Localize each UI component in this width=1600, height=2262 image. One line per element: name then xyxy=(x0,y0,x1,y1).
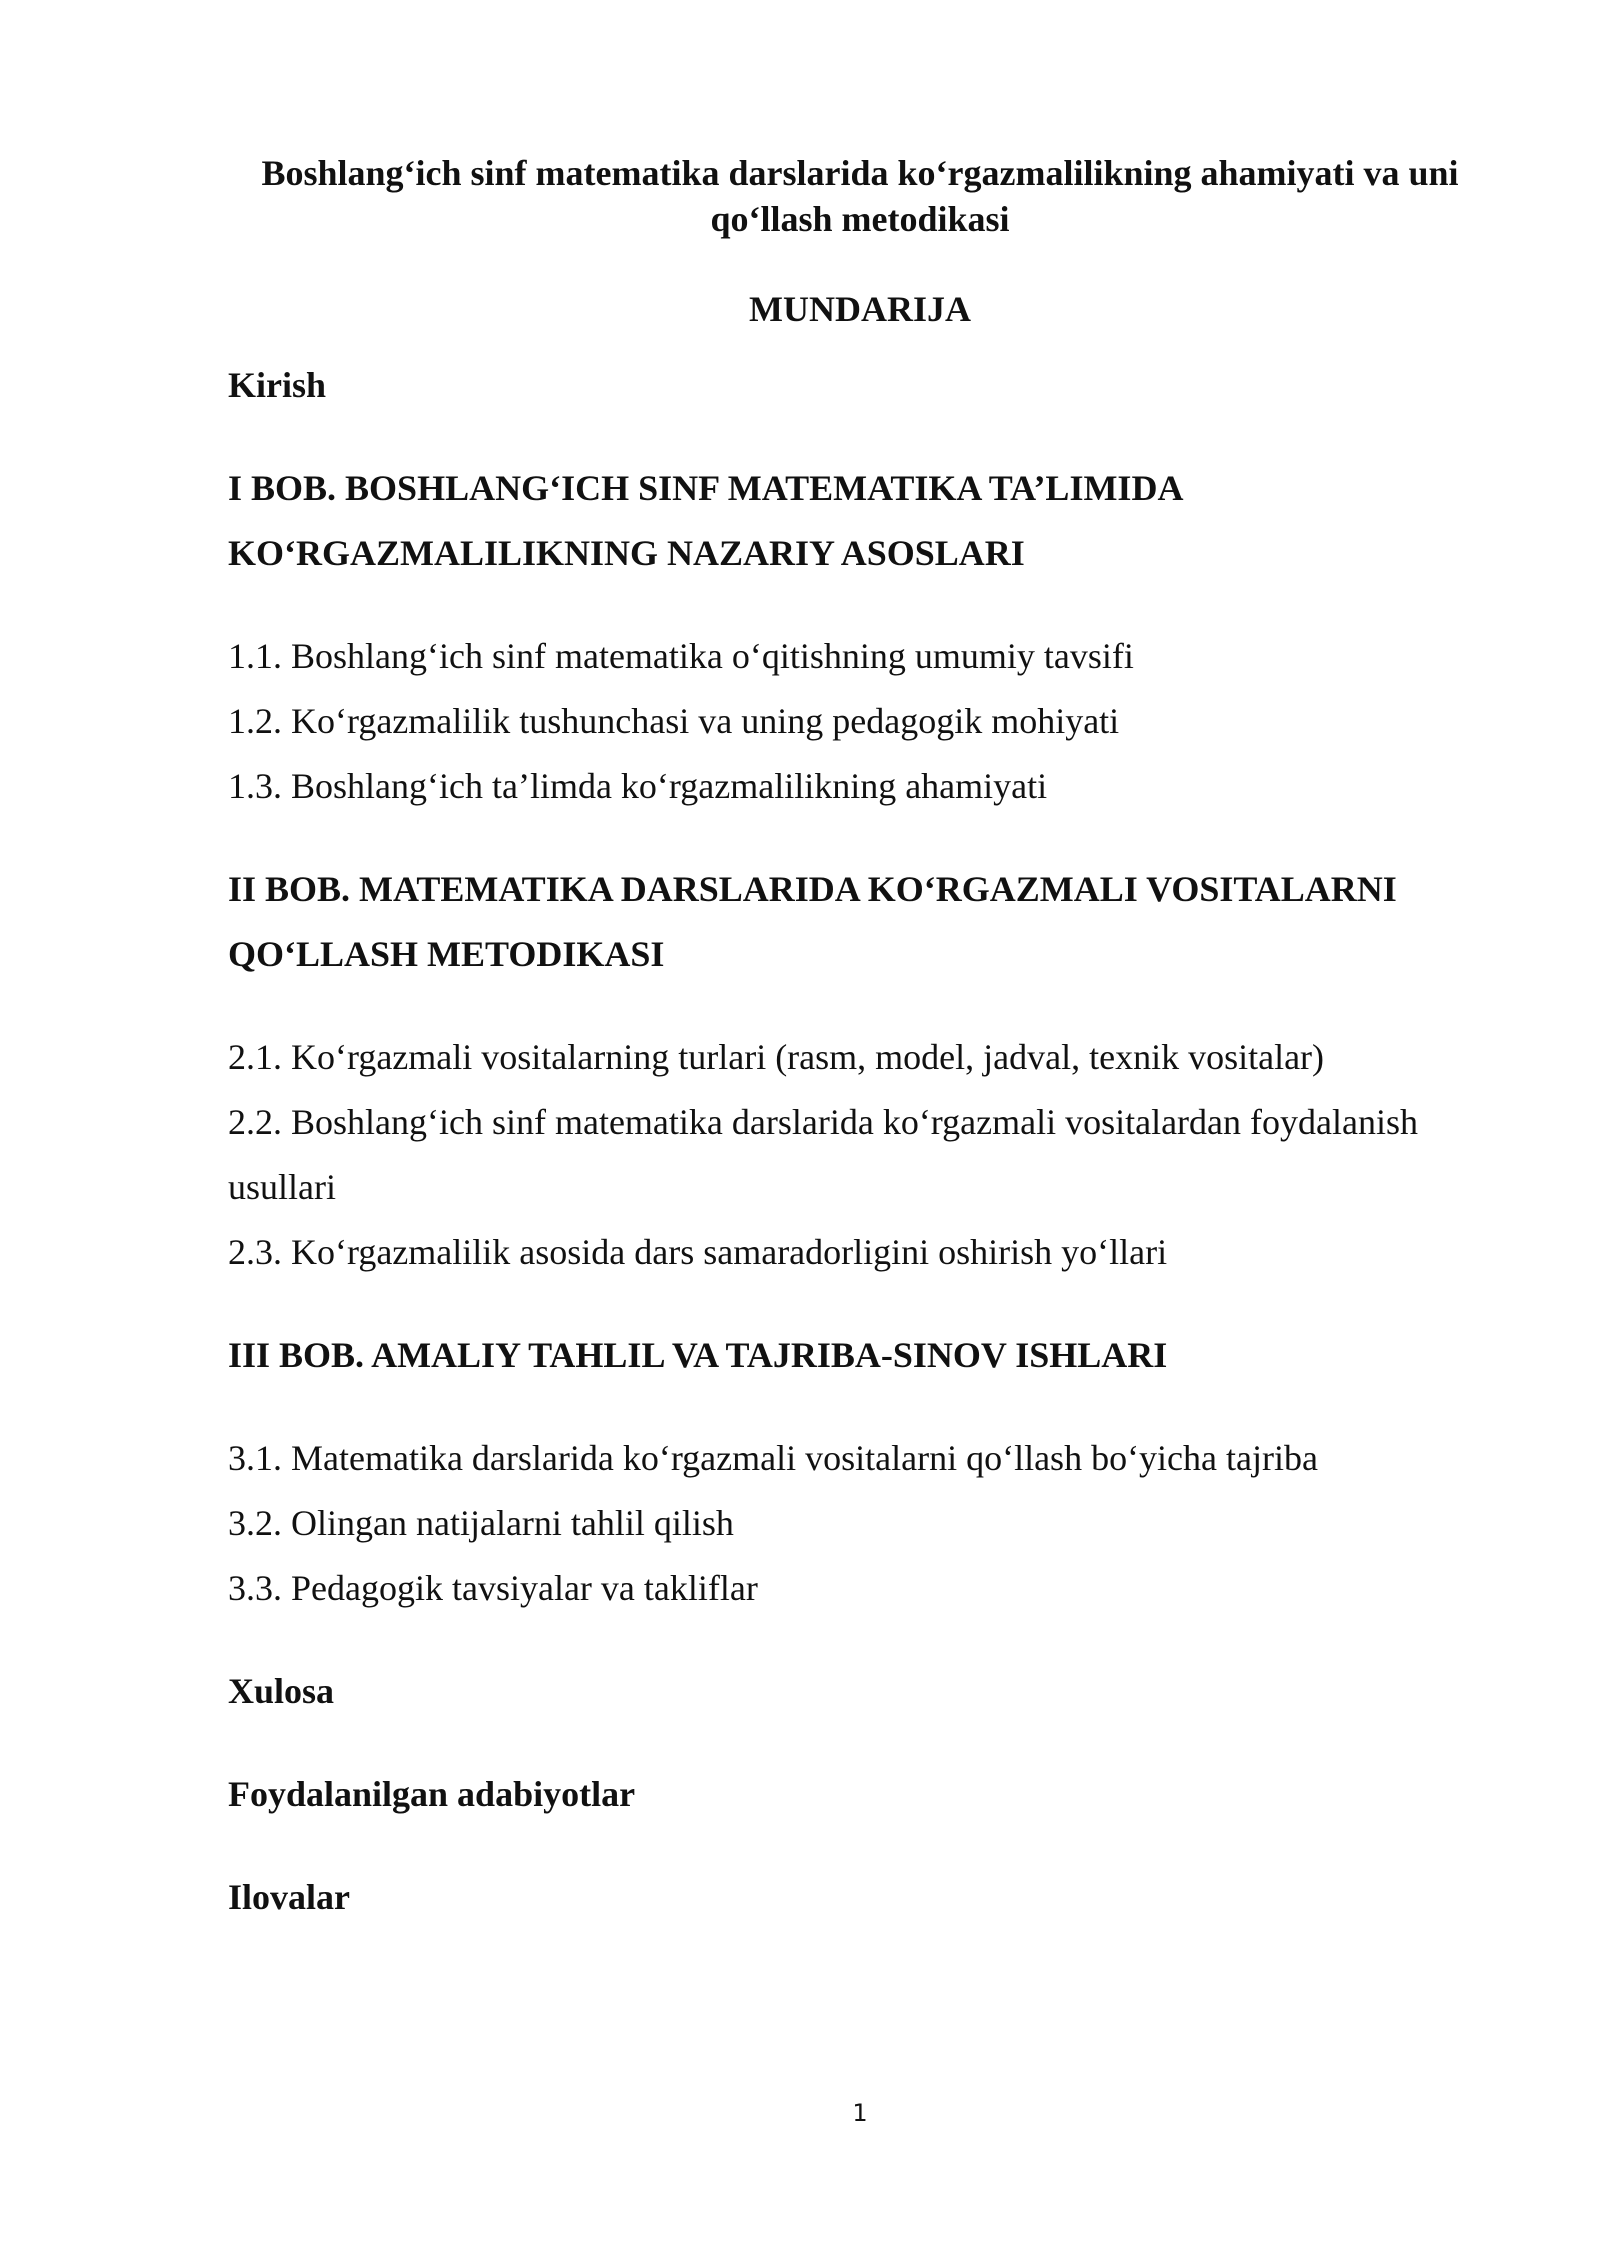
toc-entry-2-2-continued: usullari xyxy=(228,1167,336,1207)
toc-entry-1-1: 1.1. Boshlang‘ich sinf matematika o‘qitishning umumiy tavsifi xyxy=(228,636,1134,676)
chapter-1-heading-line-1: I BOB. BOSHLANG‘ICH SINF MATEMATIKA TA’LIMIDA xyxy=(228,468,1184,508)
page-number: 1 xyxy=(852,2099,868,2127)
toc-entry-intro: Kirish xyxy=(228,365,327,405)
toc-heading: MUNDARIJA xyxy=(749,289,971,329)
chapter-2-heading-line-1: II BOB. MATEMATIKA DARSLARIDA KO‘RGAZMALI VOSITALARNI xyxy=(228,869,1397,909)
document-title: Boshlang‘ich sinf matematika darslarida ko‘rgazmalilikning ahamiyati va uni qo‘llash metodikasi xyxy=(261,153,1459,239)
toc-entry-3-1: 3.1. Matematika darslarida ko‘rgazmali vositalarni qo‘llash bo‘yicha tajriba xyxy=(228,1438,1318,1478)
toc-entry-2-1: 2.1. Ko‘rgazmali vositalarning turlari (rasm, model, jadval, texnik vositalar) xyxy=(228,1037,1325,1077)
toc-entry-appendices: Ilovalar xyxy=(228,1877,350,1917)
chapter-3-heading: III BOB. AMALIY TAHLIL VA TAJRIBA-SINOV ISHLARI xyxy=(228,1335,1168,1375)
toc-entry-references: Foydalanilgan adabiyotlar xyxy=(228,1774,636,1814)
chapter-2-heading-line-2: QO‘LLASH METODIKASI xyxy=(228,934,665,974)
chapter-1-heading-line-2: KO‘RGAZMALILIKNING NAZARIY ASOSLARI xyxy=(228,533,1025,573)
toc-entry-3-2: 3.2. Olingan natijalarni tahlil qilish xyxy=(228,1503,734,1543)
toc-entry-2-3: 2.3. Ko‘rgazmalilik asosida dars samaradorligini oshirish yo‘llari xyxy=(228,1232,1168,1272)
toc-entry-2-2: 2.2. Boshlang‘ich sinf matematika darslarida ko‘rgazmali vositalardan foydalanish xyxy=(228,1102,1418,1142)
toc-entry-conclusion: Xulosa xyxy=(228,1671,335,1711)
toc-entry-3-3: 3.3. Pedagogik tavsiyalar va takliflar xyxy=(228,1568,758,1608)
toc-entry-1-3: 1.3. Boshlang‘ich ta’limda ko‘rgazmalilikning ahamiyati xyxy=(228,766,1048,806)
toc-entry-1-2: 1.2. Ko‘rgazmalilik tushunchasi va uning pedagogik mohiyati xyxy=(228,701,1120,741)
